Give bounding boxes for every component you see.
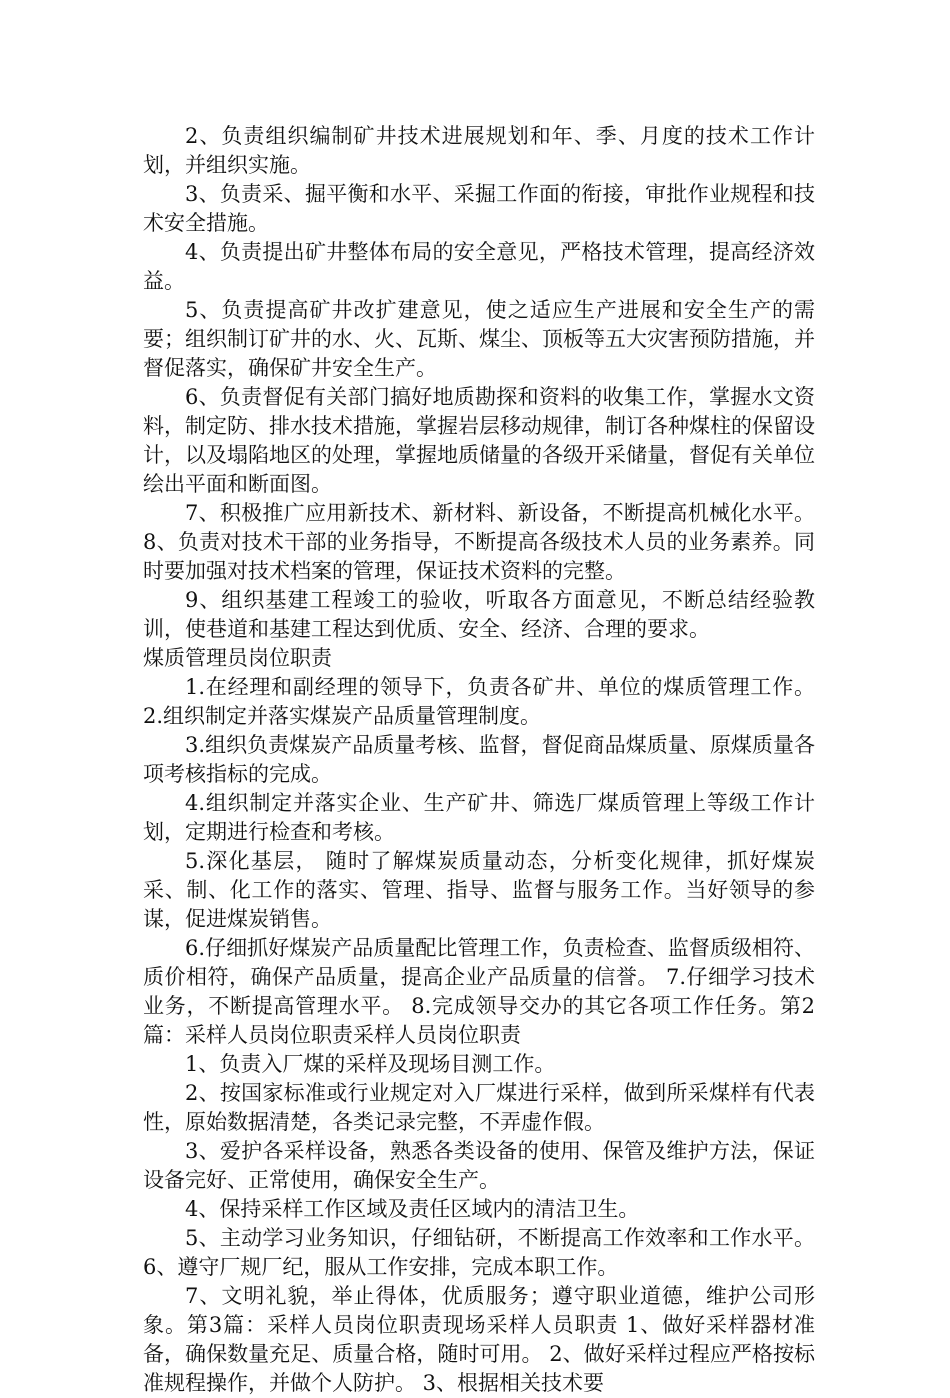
paragraph-coal-4: 4.组织制定并落实企业、生产矿井、筛选厂煤质管理上等级工作计划，定期进行检查和考核。: [143, 791, 815, 844]
paragraph-item-3: 3、负责采、掘平衡和水平、采掘工作面的衔接，审批作业规程和技术安全措施。: [143, 182, 815, 235]
paragraph-item-9: 9、组织基建工程竣工的验收，听取各方面意见，不断总结经验教训，使巷道和基建工程达到优质、安全、经济、合理的要求。: [143, 588, 815, 641]
paragraph-sampling-1: 1、负责入厂煤的采样及现场目测工作。: [185, 1052, 556, 1076]
paragraph-sampling-3: 3、爱护各采样设备，熟悉各类设备的使用、保管及维护方法，保证设备完好、正常使用，确保安全生产。: [143, 1139, 815, 1192]
paragraph-sampling-7: 7、文明礼貌，举止得体，优质服务；遵守职业道德，维护公司形象。第3篇：采样人员岗位职责现场采样人员职责 1、做好采样器材准备，确保数量充足、质量合格，随时可用。 2、做好采样过程应严格按标准规程操作，并做个人防护。 3、根据相关技术要: [143, 1284, 815, 1395]
paragraph-sampling-2: 2、按国家标准或行业规定对入厂煤进行采样，做到所采煤样有代表性，原始数据清楚，各类记录完整，不弄虚作假。: [143, 1081, 815, 1134]
paragraph-sampling-5-6: 5、主动学习业务知识，仔细钻研，不断提高工作效率和工作水平。 6、遵守厂规厂纪，服从工作安排，完成本职工作。: [143, 1226, 815, 1279]
paragraph-coal-5: 5.深化基层， 随时了解煤炭质量动态，分析变化规律，抓好煤炭采、制、化工作的落实、管理、指导、监督与服务工作。当好领导的参谋，促进煤炭销售。: [143, 849, 815, 931]
paragraph-coal-6-8: 6.仔细抓好煤炭产品质量配比管理工作，负责检查、监督质级相符、质价相符，确保产品质量，提高企业产品质量的信誉。 7.仔细学习技术业务，不断提高管理水平。 8.完成领导交办的其它各项工作任务。第2篇：采样人员岗位职责采样人员岗位职责: [143, 936, 815, 1047]
section-heading: 煤质管理员岗位职责: [143, 646, 332, 670]
paragraph-item-6: 6、负责督促有关部门搞好地质勘探和资料的收集工作，掌握水文资料，制定防、排水技术措施，掌握岩层移动规律，制订各种煤柱的保留设计，以及塌陷地区的处理，掌握地质储量的各级开采储量，督促有关单位绘出平面和断面图。: [143, 385, 815, 496]
paragraph-item-5: 5、负责提高矿井改扩建意见，使之适应生产进展和安全生产的需要；组织制订矿井的水、火、瓦斯、煤尘、顶板等五大灾害预防措施，并督促落实，确保矿井安全生产。: [143, 298, 815, 380]
paragraph-coal-1-2: 1.在经理和副经理的领导下，负责各矿井、单位的煤质管理工作。 2.组织制定并落实煤炭产品质量管理制度。: [143, 675, 815, 728]
paragraph-item-7-8: 7、积极推广应用新技术、新材料、新设备，不断提高机械化水平。 8、负责对技术干部的业务指导，不断提高各级技术人员的业务素养。同时要加强对技术档案的管理，保证技术资料的完整。: [143, 501, 815, 583]
paragraph-item-2: 2、负责组织编制矿井技术进展规划和年、季、月度的技术工作计划，并组织实施。: [143, 124, 815, 177]
document-page: [143, 122, 815, 1398]
paragraph-sampling-4: 4、保持采样工作区域及责任区域内的清洁卫生。: [185, 1197, 640, 1221]
paragraph-item-4: 4、负责提出矿井整体布局的安全意见，严格技术管理，提高经济效益。: [143, 240, 815, 293]
paragraph-coal-3: 3.组织负责煤炭产品质量考核、监督，督促商品煤质量、原煤质量各项考核指标的完成。: [143, 733, 815, 786]
